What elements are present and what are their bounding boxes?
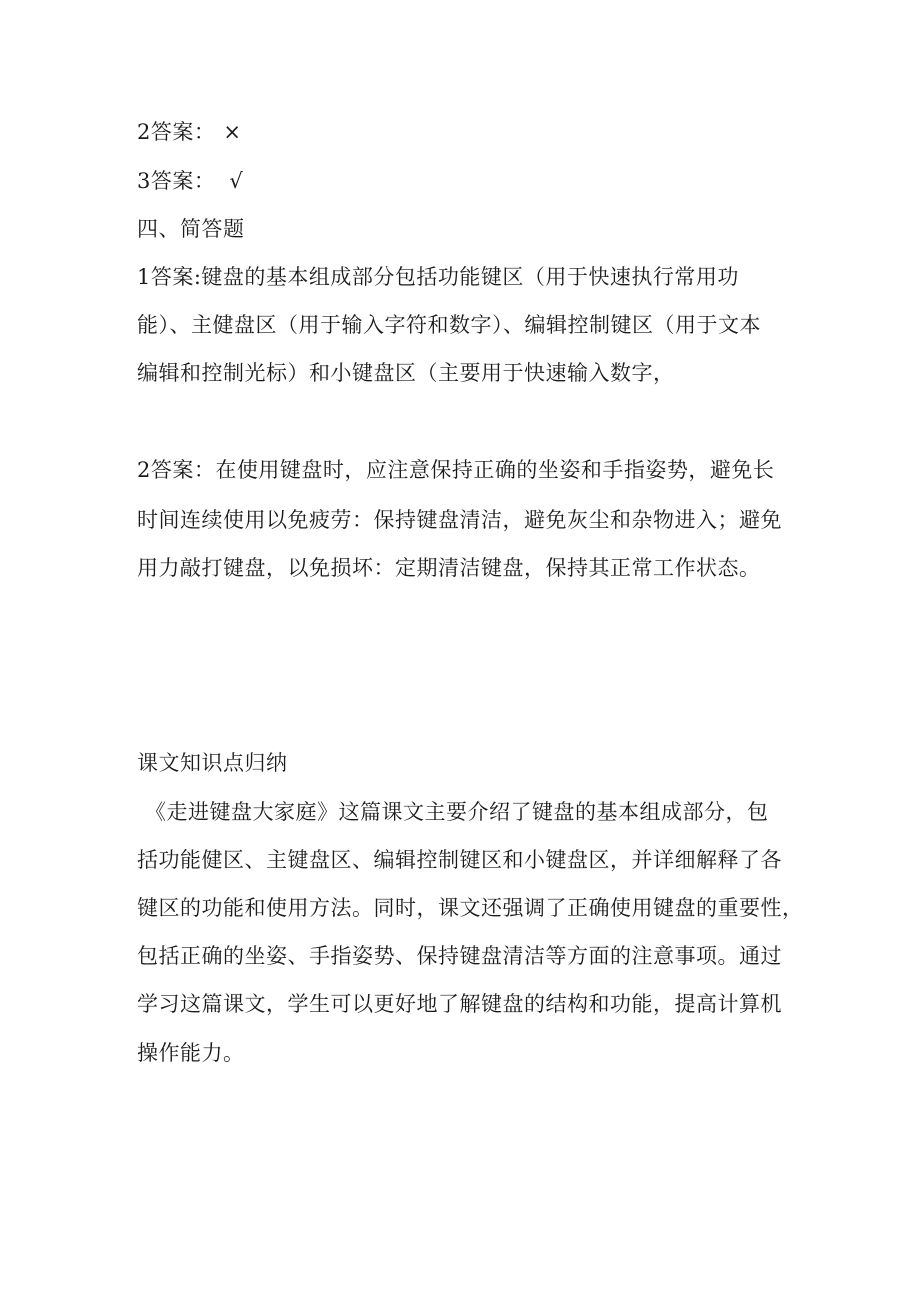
- short-answer-2-line-3: 用力敲打键盘，以免损坏：定期清洁键盘，保持其正常工作状态。: [137, 556, 761, 580]
- answer-label: 2答案：: [137, 120, 216, 144]
- judgement-answer-2: [137, 117, 241, 147]
- summary-title: 课文知识点归纳: [137, 751, 288, 775]
- cross-mark: ×: [223, 120, 242, 144]
- short-answer-2-line-1: 2答案：在使用键盘时，应注意保持正确的坐姿和手指姿势，避免长: [137, 458, 775, 482]
- answer-label: 3答案：: [137, 169, 216, 193]
- summary-line-2: 括功能健区、主键盘区、编辑控制键区和小键盘区，并详细解释了各: [137, 848, 782, 872]
- check-mark: √: [229, 169, 244, 193]
- section-four-title: 四、简答题: [137, 217, 245, 241]
- short-answer-1-line-3: 编辑和控制光标）和小键盘区（主要用于快速输入数字，: [137, 361, 675, 385]
- summary-line-1: 《走进键盘大家庭》这篇课文主要介绍了键盘的基本组成部分，包: [145, 800, 769, 824]
- judgement-answer-3: [137, 166, 243, 196]
- summary-line-5: 学习这篇课文，学生可以更好地了解键盘的结构和功能，提高计算机: [137, 992, 782, 1016]
- short-answer-1-line-2: 能）、主健盘区（用于输入字符和数字）、编辑控制键区（用于文本: [137, 313, 761, 337]
- summary-line-6: 操作能力。: [137, 1041, 245, 1065]
- short-answer-2-line-2: 时间连续使用以免疲劳：保持键盘清洁，避免灰尘和杂物进入；避免: [137, 508, 782, 532]
- summary-line-4: 包括正确的坐姿、手指姿势、保持键盘清洁等方面的注意事项。通过: [137, 944, 782, 968]
- summary-line-3: 键区的功能和使用方法。同时，课文还强调了正确使用键盘的重要性，: [137, 896, 804, 920]
- short-answer-1-line-1: 1答案:键盘的基本组成部分包括功能键区（用于快速执行常用功: [137, 265, 739, 289]
